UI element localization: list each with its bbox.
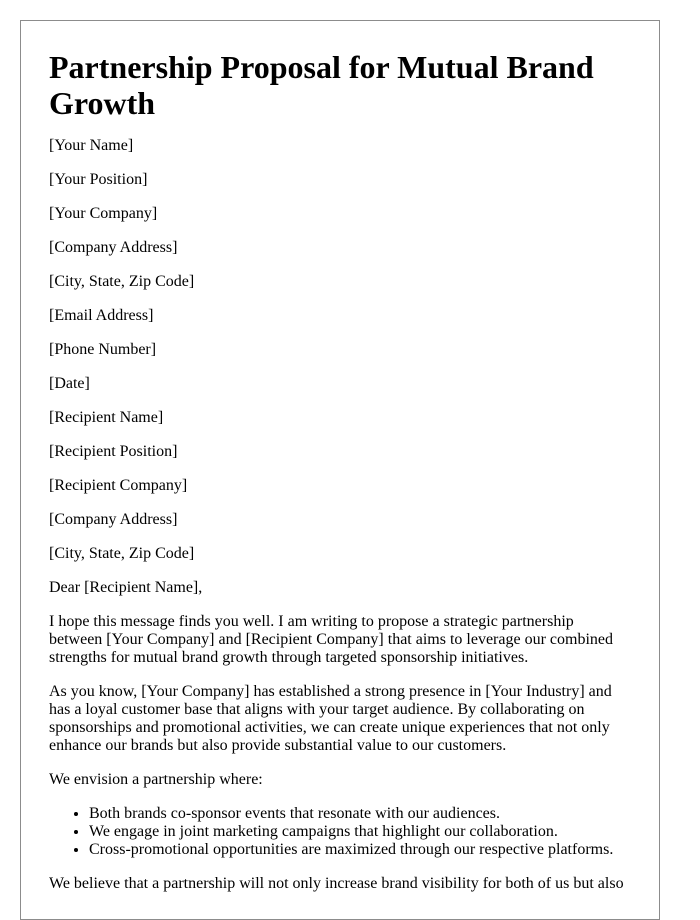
sender-phone: [Phone Number] [49,341,157,358]
body-paragraph-presence: As you know, [Your Company] has established a strong presence in [Your Industry] and has a loyal customer base that aligns with your target audience. By collaborating on sponsorships and promotional activities, we can create unique experiences that not only enhance our brands but also provide substantial value to our customers. [49,683,612,754]
sender-name: [Your Name] [49,137,134,154]
body-paragraph-intro: I hope this message finds you well. I am writing to propose a strategic partnership between [Your Company] and [Recipient Company] that aims to leverage our combined strengths for mutual brand growth through targeted sponsorship initiatives. [49,613,614,666]
sender-company: [Your Company] [49,205,158,222]
bullet-item: • Both brands co-sponsor events that resonate with our audiences. [89,805,631,823]
sender-email: [Email Address] [49,307,154,324]
recipient-address: [Company Address] [49,511,178,528]
sender-address: [Company Address] [49,239,178,256]
partnership-bullet-list [49,805,631,859]
recipient-name: [Recipient Name] [49,409,164,426]
bullet-item: • We engage in joint marketing campaigns that highlight our collaboration. [89,823,631,841]
letter-date: [Date] [49,375,90,392]
recipient-city-state-zip: [City, State, Zip Code] [49,545,195,562]
salutation: Dear [Recipient Name], [49,579,203,596]
body-paragraph-envision: We envision a partnership where: [49,771,263,788]
body-paragraph-closing: We believe that a partnership will not only increase brand visibility for both of us but also [49,875,624,892]
recipient-company: [Recipient Company] [49,477,188,494]
letter-page [20,20,660,920]
sender-position: [Your Position] [49,171,148,188]
letter-title: Partnership Proposal for Mutual Brand Growth [49,49,594,121]
recipient-position: [Recipient Position] [49,443,178,460]
bullet-item: • Cross-promotional opportunities are maximized through our respective platforms. [89,841,631,859]
sender-city-state-zip: [City, State, Zip Code] [49,273,195,290]
